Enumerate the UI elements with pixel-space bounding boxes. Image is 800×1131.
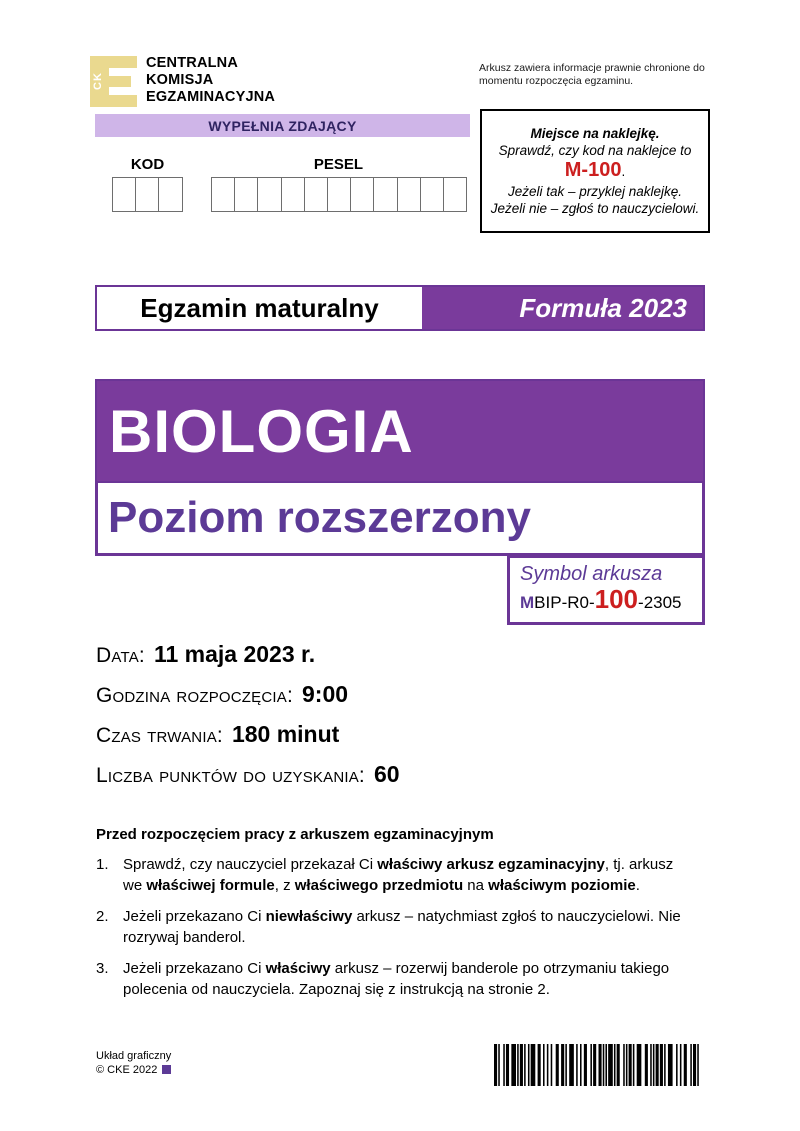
detail-value: 180 minut	[231, 721, 340, 747]
copyright-line	[96, 1063, 171, 1077]
detail-row	[96, 681, 400, 708]
sticker-no-line: Jeżeli nie – zgłoś to nauczycielowi.	[490, 201, 700, 216]
sticker-check-line: Sprawdź, czy kod na naklejce to	[498, 143, 692, 158]
sheet-symbol-part: -2305	[638, 593, 682, 612]
code-cell[interactable]	[350, 177, 374, 212]
code-cell[interactable]	[443, 177, 467, 212]
detail-label: Data:	[96, 644, 145, 667]
code-cell[interactable]	[257, 177, 281, 212]
instruction-text: Sprawdź, czy nauczyciel przekazał Ci właściwy arkusz egzaminacyjny, tj. arkusz we właściwej formule, z właściwego przedmiotu na właściwym poziomie.	[123, 856, 674, 894]
detail-label: Liczba punktów do uzyskania:	[96, 764, 365, 787]
instruction-text: Jeżeli przekazano Ci właściwy arkusz – rozerwij banderole po otrzymaniu takiego polecenia od nauczyciela. Zapoznaj się z instrukcją na stronie 2.	[123, 960, 670, 998]
brand-name	[146, 55, 275, 106]
copyright-text: © CKE 2022	[96, 1064, 158, 1076]
legal-notice: Arkusz zawiera informacje prawnie chronione do momentu rozpoczęcia egzaminu.	[479, 62, 705, 87]
sheet-symbol-code	[520, 586, 694, 616]
detail-value: 11 maja 2023 r.	[153, 641, 316, 667]
detail-label: Godzina rozpoczęcia:	[96, 684, 294, 707]
sticker-code-suffix: .	[621, 164, 626, 179]
detail-row	[96, 721, 400, 748]
subject-name: BIOLOGIA	[95, 379, 705, 483]
kod-label: KOD	[130, 156, 165, 173]
detail-value: 60	[373, 761, 400, 787]
detail-value: 9:00	[302, 681, 349, 707]
sheet-symbol-box	[507, 555, 705, 625]
sheet-symbol-label: Symbol arkusza	[520, 563, 663, 585]
code-cell[interactable]	[234, 177, 258, 212]
layout-credit-line: Układ graficzny	[96, 1050, 172, 1062]
layout-credit	[96, 1049, 171, 1077]
instruction-item	[96, 855, 688, 896]
logo-notch	[109, 87, 137, 95]
instruction-number: 2.	[96, 908, 109, 925]
detail-label: Czas trwania:	[96, 724, 223, 747]
instructions-heading: Przed rozpoczęciem pracy z arkuszem egzaminacyjnym	[96, 826, 494, 843]
sticker-yes-line: Jeżeli tak – przyklej naklejkę.	[507, 184, 683, 199]
purple-square-mark	[162, 1065, 171, 1074]
instruction-item	[96, 959, 688, 1000]
brand-line: CENTRALNA	[146, 55, 239, 71]
code-cell[interactable]	[281, 177, 305, 212]
candidate-section-bar: WYPEŁNIA ZDAJĄCY	[95, 114, 470, 137]
sticker-box	[480, 109, 710, 233]
logo-notch	[109, 68, 137, 76]
cke-logo-icon	[90, 56, 137, 107]
sheet-symbol-part: BIP-R0-	[534, 593, 595, 612]
exam-banner	[95, 285, 705, 331]
exam-title: Egzamin maturalny	[97, 287, 422, 329]
pesel-cell-grid	[211, 177, 466, 212]
barcode	[494, 1044, 702, 1086]
sticker-code: M-100	[564, 159, 622, 181]
code-cell[interactable]	[158, 177, 182, 212]
instruction-number: 3.	[96, 960, 109, 977]
subject-block	[95, 379, 705, 556]
code-cell[interactable]	[135, 177, 159, 212]
exam-details	[96, 641, 400, 801]
code-cell[interactable]	[397, 177, 421, 212]
code-cell[interactable]	[304, 177, 328, 212]
instruction-text: Jeżeli przekazano Ci niewłaściwy arkusz – natychmiast zgłoś to nauczycielowi. Nie rozrywaj banderol.	[123, 908, 681, 946]
code-cell[interactable]	[112, 177, 136, 212]
sheet-symbol-part: 100	[594, 584, 639, 614]
code-cell[interactable]	[327, 177, 351, 212]
brand-line: EGZAMINACYJNA	[146, 89, 276, 105]
code-cell[interactable]	[211, 177, 235, 212]
formula-label: Formuła 2023	[519, 292, 687, 323]
subject-level: Poziom rozszerzony	[95, 483, 705, 556]
code-cell[interactable]	[373, 177, 397, 212]
brand-line: KOMISJA	[146, 72, 214, 88]
kod-cell-grid	[112, 177, 182, 212]
logo-ck-letters: CK	[92, 72, 104, 90]
sheet-symbol-part: M	[520, 593, 535, 612]
instruction-number: 1.	[96, 856, 109, 873]
detail-row	[96, 761, 400, 788]
sticker-code-line	[565, 159, 625, 183]
instructions-list	[96, 855, 688, 1011]
logo-notch	[131, 76, 137, 87]
sticker-title: Miejsce na naklejkę.	[530, 126, 660, 141]
detail-row	[96, 641, 400, 668]
code-cell[interactable]	[420, 177, 444, 212]
instruction-item	[96, 907, 688, 948]
pesel-label: PESEL	[313, 156, 364, 173]
